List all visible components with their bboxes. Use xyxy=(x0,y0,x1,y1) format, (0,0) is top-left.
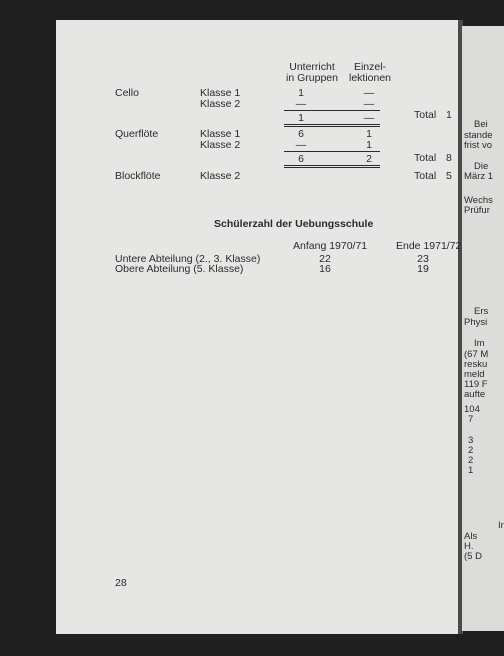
total-rule xyxy=(284,165,380,166)
right-page-text: meld xyxy=(464,369,485,380)
einzel-value: — xyxy=(363,87,375,99)
right-page-text: Bei xyxy=(474,119,488,130)
klasse-label: Klasse 2 xyxy=(200,139,241,151)
section-title: Schülerzahl der Uebungsschule xyxy=(214,218,374,230)
instrument-name: Cello xyxy=(115,87,139,99)
klasse-label: Klasse 2 xyxy=(200,170,241,182)
right-page-text: (67 M xyxy=(464,349,489,360)
klasse-label: Klasse 1 xyxy=(200,87,241,99)
end-value: 23 xyxy=(417,253,429,265)
total-value: 8 xyxy=(446,152,452,164)
total-label: Total xyxy=(414,109,437,121)
header-col-gruppen-line2: in Gruppen xyxy=(286,72,338,84)
right-page-text: Ir xyxy=(498,520,504,531)
header-col-einzel-line2: lektionen xyxy=(348,72,392,84)
right-page-text: 104 xyxy=(464,404,480,415)
right-page-text: Die xyxy=(474,161,489,172)
right-page-text: 7 xyxy=(468,414,474,425)
right-page-text: resku xyxy=(464,359,488,370)
total-rule-double xyxy=(284,126,380,127)
row-label: Obere Abteilung (5. Klasse) xyxy=(115,263,244,275)
start-value: 22 xyxy=(319,253,331,265)
sum-gruppen: 6 xyxy=(298,153,304,165)
gruppen-value: — xyxy=(295,139,307,151)
right-page-text: Als xyxy=(464,531,478,542)
einzel-value: — xyxy=(363,98,375,110)
right-page-text: 2 xyxy=(468,445,474,456)
instrument-name: Blockflöte xyxy=(115,170,161,182)
right-page-text: Physi xyxy=(464,317,488,328)
col-end-header: Ende 1971/72 xyxy=(396,240,462,252)
header-col-gruppen-line1: Unterricht xyxy=(289,61,335,73)
right-page-text: 2 xyxy=(468,455,474,466)
einzel-value: 1 xyxy=(366,128,372,140)
gruppen-value: 1 xyxy=(298,87,304,99)
total-value: 5 xyxy=(446,170,452,182)
sum-rule xyxy=(284,151,380,152)
right-page-text: stande xyxy=(464,130,493,141)
right-page-text: aufte xyxy=(464,389,486,400)
total-label: Total xyxy=(414,152,437,164)
right-page-text: Prüfur xyxy=(464,205,490,216)
right-page-text: Im xyxy=(474,338,485,349)
right-page-text: H. xyxy=(464,541,474,552)
row-label: Untere Abteilung (2., 3. Klasse) xyxy=(115,253,261,265)
gruppen-value: — xyxy=(295,98,307,110)
sum-gruppen: 1 xyxy=(298,112,304,124)
total-rule-double xyxy=(284,167,380,168)
right-page-text: frist vo xyxy=(464,140,492,151)
sum-einzel: — xyxy=(363,112,375,124)
klasse-label: Klasse 1 xyxy=(200,128,241,140)
sum-einzel: 2 xyxy=(366,153,372,165)
einzel-value: 1 xyxy=(366,139,372,151)
total-rule xyxy=(284,124,380,125)
right-page-text: Wechs xyxy=(464,195,493,206)
col-start-header: Anfang 1970/71 xyxy=(293,240,368,252)
start-value: 16 xyxy=(319,263,331,275)
right-page-text: März 1 xyxy=(464,171,494,182)
gruppen-value: 6 xyxy=(298,128,304,140)
right-page-text: 3 xyxy=(468,435,474,446)
right-page-text: Ers xyxy=(474,306,489,317)
right-page-text: 119 F xyxy=(464,379,488,390)
instrument-name: Querflöte xyxy=(115,128,159,140)
sum-rule xyxy=(284,110,380,111)
klasse-label: Klasse 2 xyxy=(200,98,241,110)
end-value: 19 xyxy=(417,263,429,275)
left-page xyxy=(56,20,460,634)
total-value: 1 xyxy=(446,109,452,121)
header-col-einzel-line1: Einzel- xyxy=(353,61,387,73)
total-label: Total xyxy=(414,170,437,182)
page-number: 28 xyxy=(115,577,127,589)
right-page-text: (5 D xyxy=(464,551,482,562)
right-page-text: 1 xyxy=(468,465,474,476)
